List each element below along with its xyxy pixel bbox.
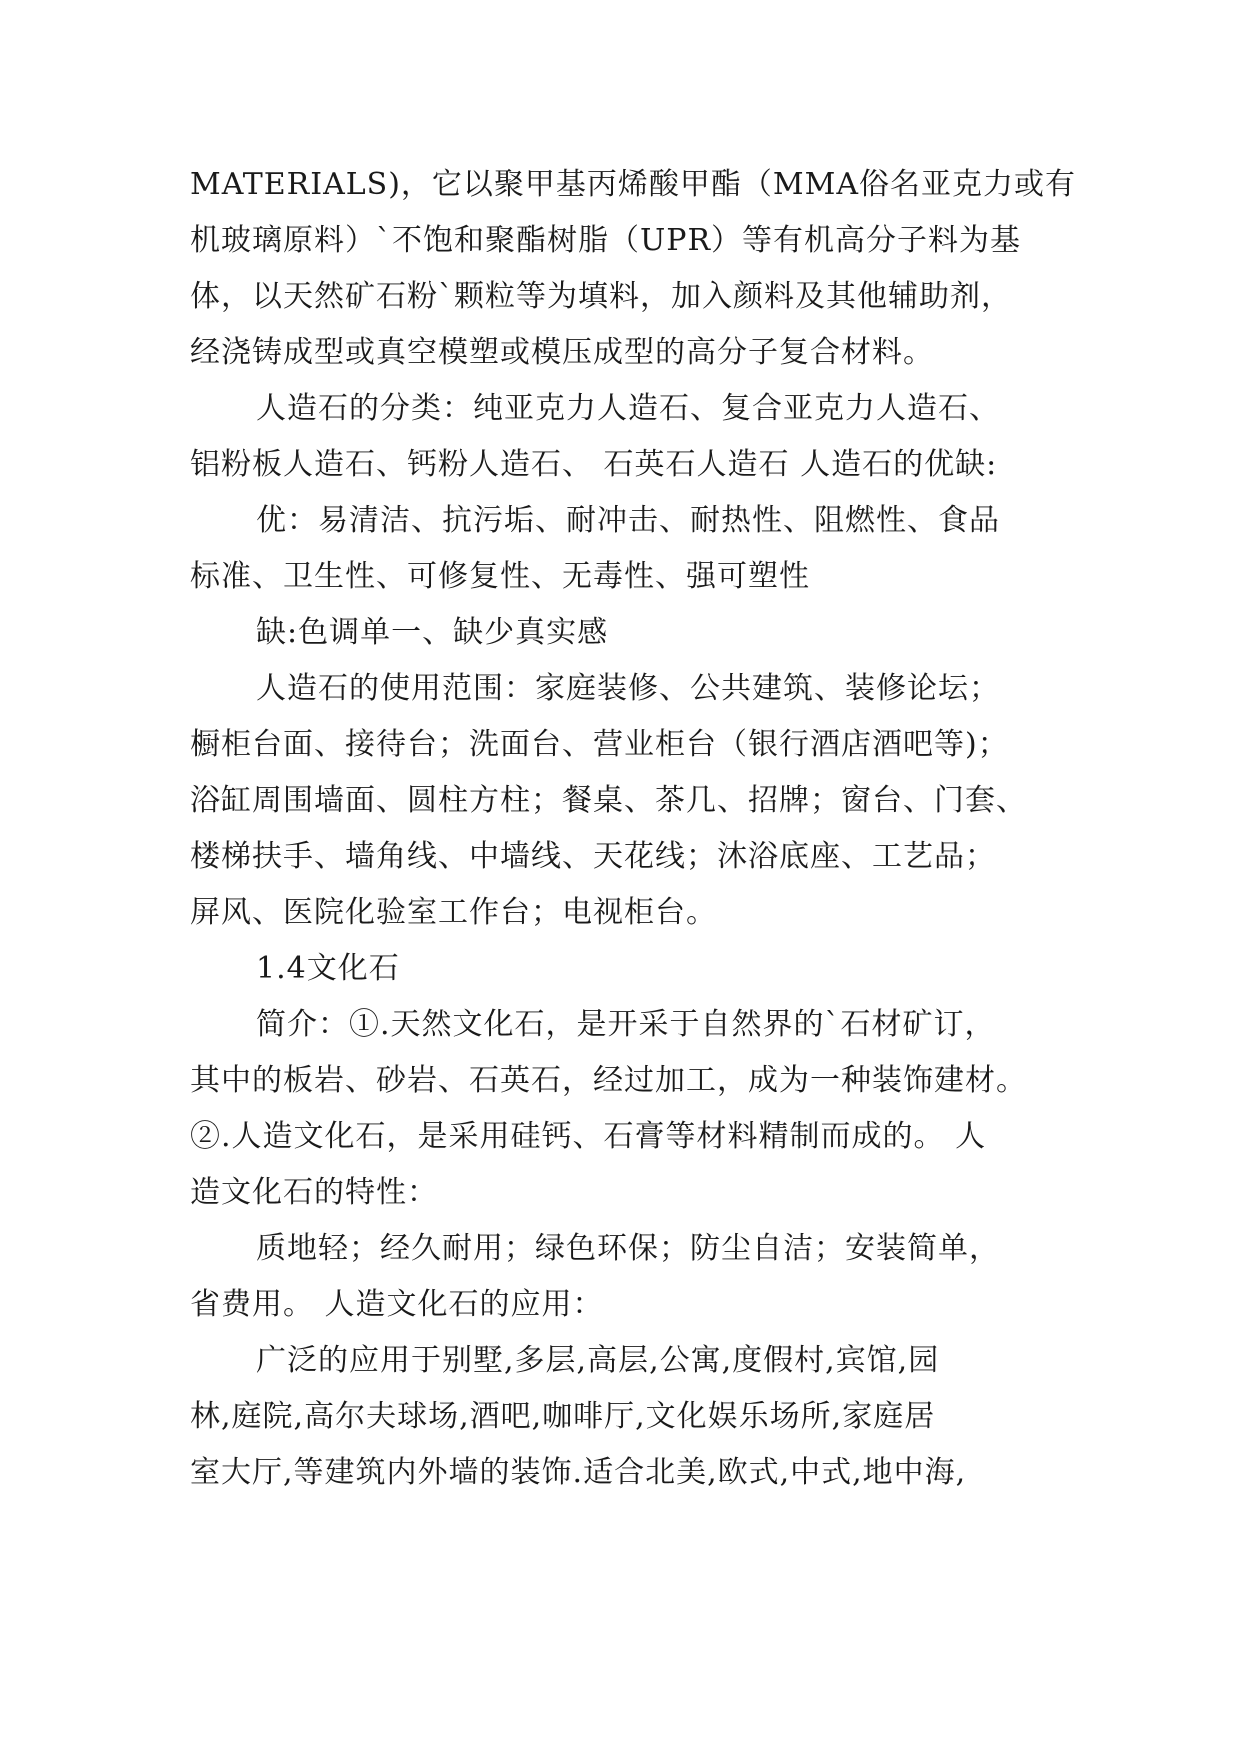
text-line: 经浇铸成型或真空模塑或模压成型的高分子复合材料。 (190, 335, 934, 370)
text-line: 橱柜台面、接待台；洗面台、营业柜台（银行酒店酒吧等)； (190, 727, 1009, 762)
paragraph-start-line: 简介：①.天然文化石，是开采于自然界的`石材矿订， (256, 1007, 996, 1042)
text-line: MATERIALS)，它以聚甲基丙烯酸甲酯（MMA俗名亚克力或有 (190, 167, 1077, 202)
text-line: 其中的板岩、砂岩、石英石，经过加工，成为一种装饰建材。 (190, 1063, 1027, 1098)
paragraph-start-line: 人造石的使用范围：家庭装修、公共建筑、装修论坛； (256, 671, 1000, 706)
paragraph-start-line: 广泛的应用于别墅,多层,高层,公寓,度假村,宾馆,园 (256, 1343, 940, 1378)
text-line: 林,庭院,高尔夫球场,酒吧,咖啡厅,文化娱乐场所,家庭居 (190, 1399, 936, 1434)
text-line: 机玻璃原料）`不饱和聚酯树脂（UPR）等有机高分子料为基 (190, 223, 1022, 258)
text-line: 屏风、医院化验室工作台；电视柜台。 (190, 895, 717, 930)
text-line: 楼梯扶手、墙角线、中墙线、天花线；沐浴底座、工艺品； (190, 839, 996, 874)
text-line: 造文化石的特性： (190, 1175, 438, 1210)
text-line: 浴缸周围墙面、圆柱方柱；餐桌、茶几、招牌；窗台、门套、 (190, 783, 1027, 818)
text-line: 省费用。 人造文化石的应用： (190, 1287, 604, 1322)
paragraph-start-line: 缺:色调单一、缺少真实感 (256, 615, 609, 650)
text-line: 体，以天然矿石粉`颗粒等为填料，加入颜料及其他辅助剂， (190, 279, 1012, 314)
paragraph-start-line: 质地轻；经久耐用；绿色环保；防尘自洁；安装简单， (256, 1231, 1000, 1266)
text-line: ②.人造文化石，是采用硅钙、石膏等材料精制而成的。 人 (190, 1119, 987, 1154)
paragraph-start-line: 优：易清洁、抗污垢、耐冲击、耐热性、阻燃性、食品 (256, 503, 1000, 538)
paragraph-start-line: 人造石的分类：纯亚克力人造石、复合亚克力人造石、 (256, 391, 1000, 426)
section-heading: 1.4文化石 (256, 951, 400, 986)
text-line: 标准、卫生性、可修复性、无毒性、强可塑性 (190, 559, 810, 594)
text-line: 室大厅,等建筑内外墙的装饰.适合北美,欧式,中式,地中海, (190, 1455, 967, 1490)
text-line: 铝粉板人造石、钙粉人造石、 石英石人造石 人造石的优缺: (190, 447, 998, 482)
